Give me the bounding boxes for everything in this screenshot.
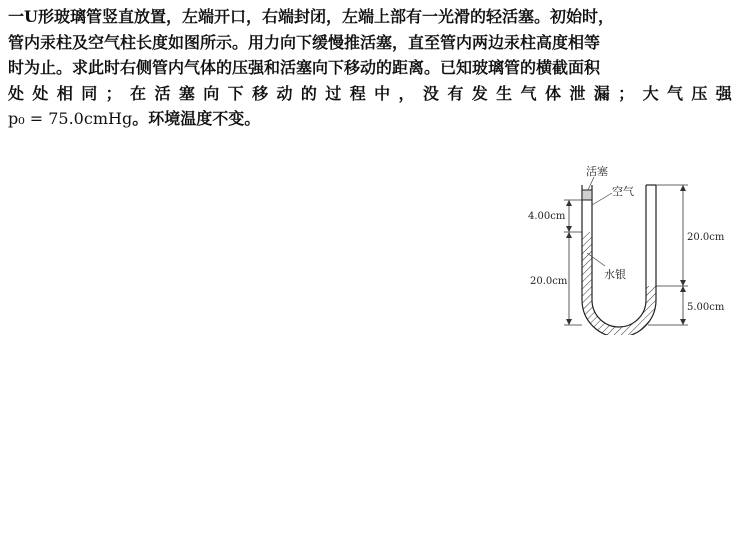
problem-line-5-text: 。环境温度不变。 (132, 109, 261, 128)
problem-line-4-char: 处 (8, 83, 25, 103)
left-dim-arrow (566, 319, 572, 325)
problem-line-4-char: 程 (349, 83, 366, 103)
problem-line-4-char: 没 (422, 83, 439, 103)
problem-line-4-char: 塞 (178, 83, 195, 103)
right-dim-arrow (680, 319, 686, 325)
left-dim-arrow (566, 226, 572, 232)
piston (582, 190, 592, 200)
air-leader (592, 193, 612, 205)
right-dim-arrow (680, 185, 686, 191)
left-top-dimension: 4.00cm (528, 211, 566, 222)
problem-line-4-char: 活 (154, 83, 171, 103)
problem-line-3: 时为止。求此时右侧管内气体的压强和活塞向下移动的距离。已知玻璃管的横截面积 (8, 58, 601, 77)
problem-line-4-char: 气 (520, 83, 537, 103)
right-top-dimension: 20.0cm (687, 232, 725, 243)
problem-line-4-char: 有 (447, 83, 464, 103)
problem-line-4-char: 强 (715, 83, 732, 103)
air-label: 空气 (612, 185, 634, 198)
problem-line-4-char: ， (398, 83, 415, 103)
problem-line-4-char: 下 (227, 83, 244, 103)
left-dim-arrow (566, 232, 572, 238)
problem-line-4-char: 体 (544, 83, 561, 103)
problem-line-4-char: 气 (666, 83, 683, 103)
problem-text (8, 4, 732, 132)
mercury-column (582, 232, 656, 335)
piston-label: 活塞 (586, 165, 608, 178)
problem-line-4-char: 漏 (593, 83, 610, 103)
problem-line-4-char: 生 (496, 83, 513, 103)
problem-line-2: 管内汞柱及空气柱长度如图所示。用力向下缓慢推活塞，直至管内两边汞柱高度相等 (8, 32, 601, 52)
mercury-label: 水银 (604, 268, 626, 281)
problem-line-4-char: ； (618, 83, 635, 103)
atmospheric-pressure-formula: p₀ = 75.0cmHg (8, 109, 133, 128)
problem-line-5 (8, 106, 732, 132)
u-tube-diagram (520, 160, 730, 335)
problem-line-4-char: 过 (325, 83, 342, 103)
problem-line-4 (8, 81, 732, 107)
problem-line-4-char: 同 (81, 83, 98, 103)
problem-line-1: 一U形玻璃管竖直放置，左端开口，右端封闭，左端上部有一光滑的轻活塞。初始时， (8, 7, 614, 26)
problem-line-4-char: 压 (691, 83, 708, 103)
left-dim-arrow (566, 200, 572, 206)
problem-line-4-char: 泄 (569, 83, 586, 103)
problem-line-4-char: 中 (374, 83, 391, 103)
left-bottom-dimension: 20.0cm (530, 276, 568, 287)
right-dim-arrow (680, 286, 686, 292)
problem-line-4-char: 处 (32, 83, 49, 103)
problem-line-4-char: 发 (471, 83, 488, 103)
problem-line-4-char: 大 (642, 83, 659, 103)
problem-line-4-char: 动 (276, 83, 293, 103)
problem-line-4-char: 在 (130, 83, 147, 103)
right-bottom-dimension: 5.00cm (687, 302, 725, 313)
piston-leader (588, 177, 594, 190)
problem-line-4-char: 相 (56, 83, 73, 103)
problem-line-4-char: 向 (203, 83, 220, 103)
problem-line-4-char: 移 (252, 83, 269, 103)
right-dim-arrow (680, 280, 686, 286)
problem-line-4-char: ； (105, 83, 122, 103)
problem-line-4-char: 的 (300, 83, 317, 103)
